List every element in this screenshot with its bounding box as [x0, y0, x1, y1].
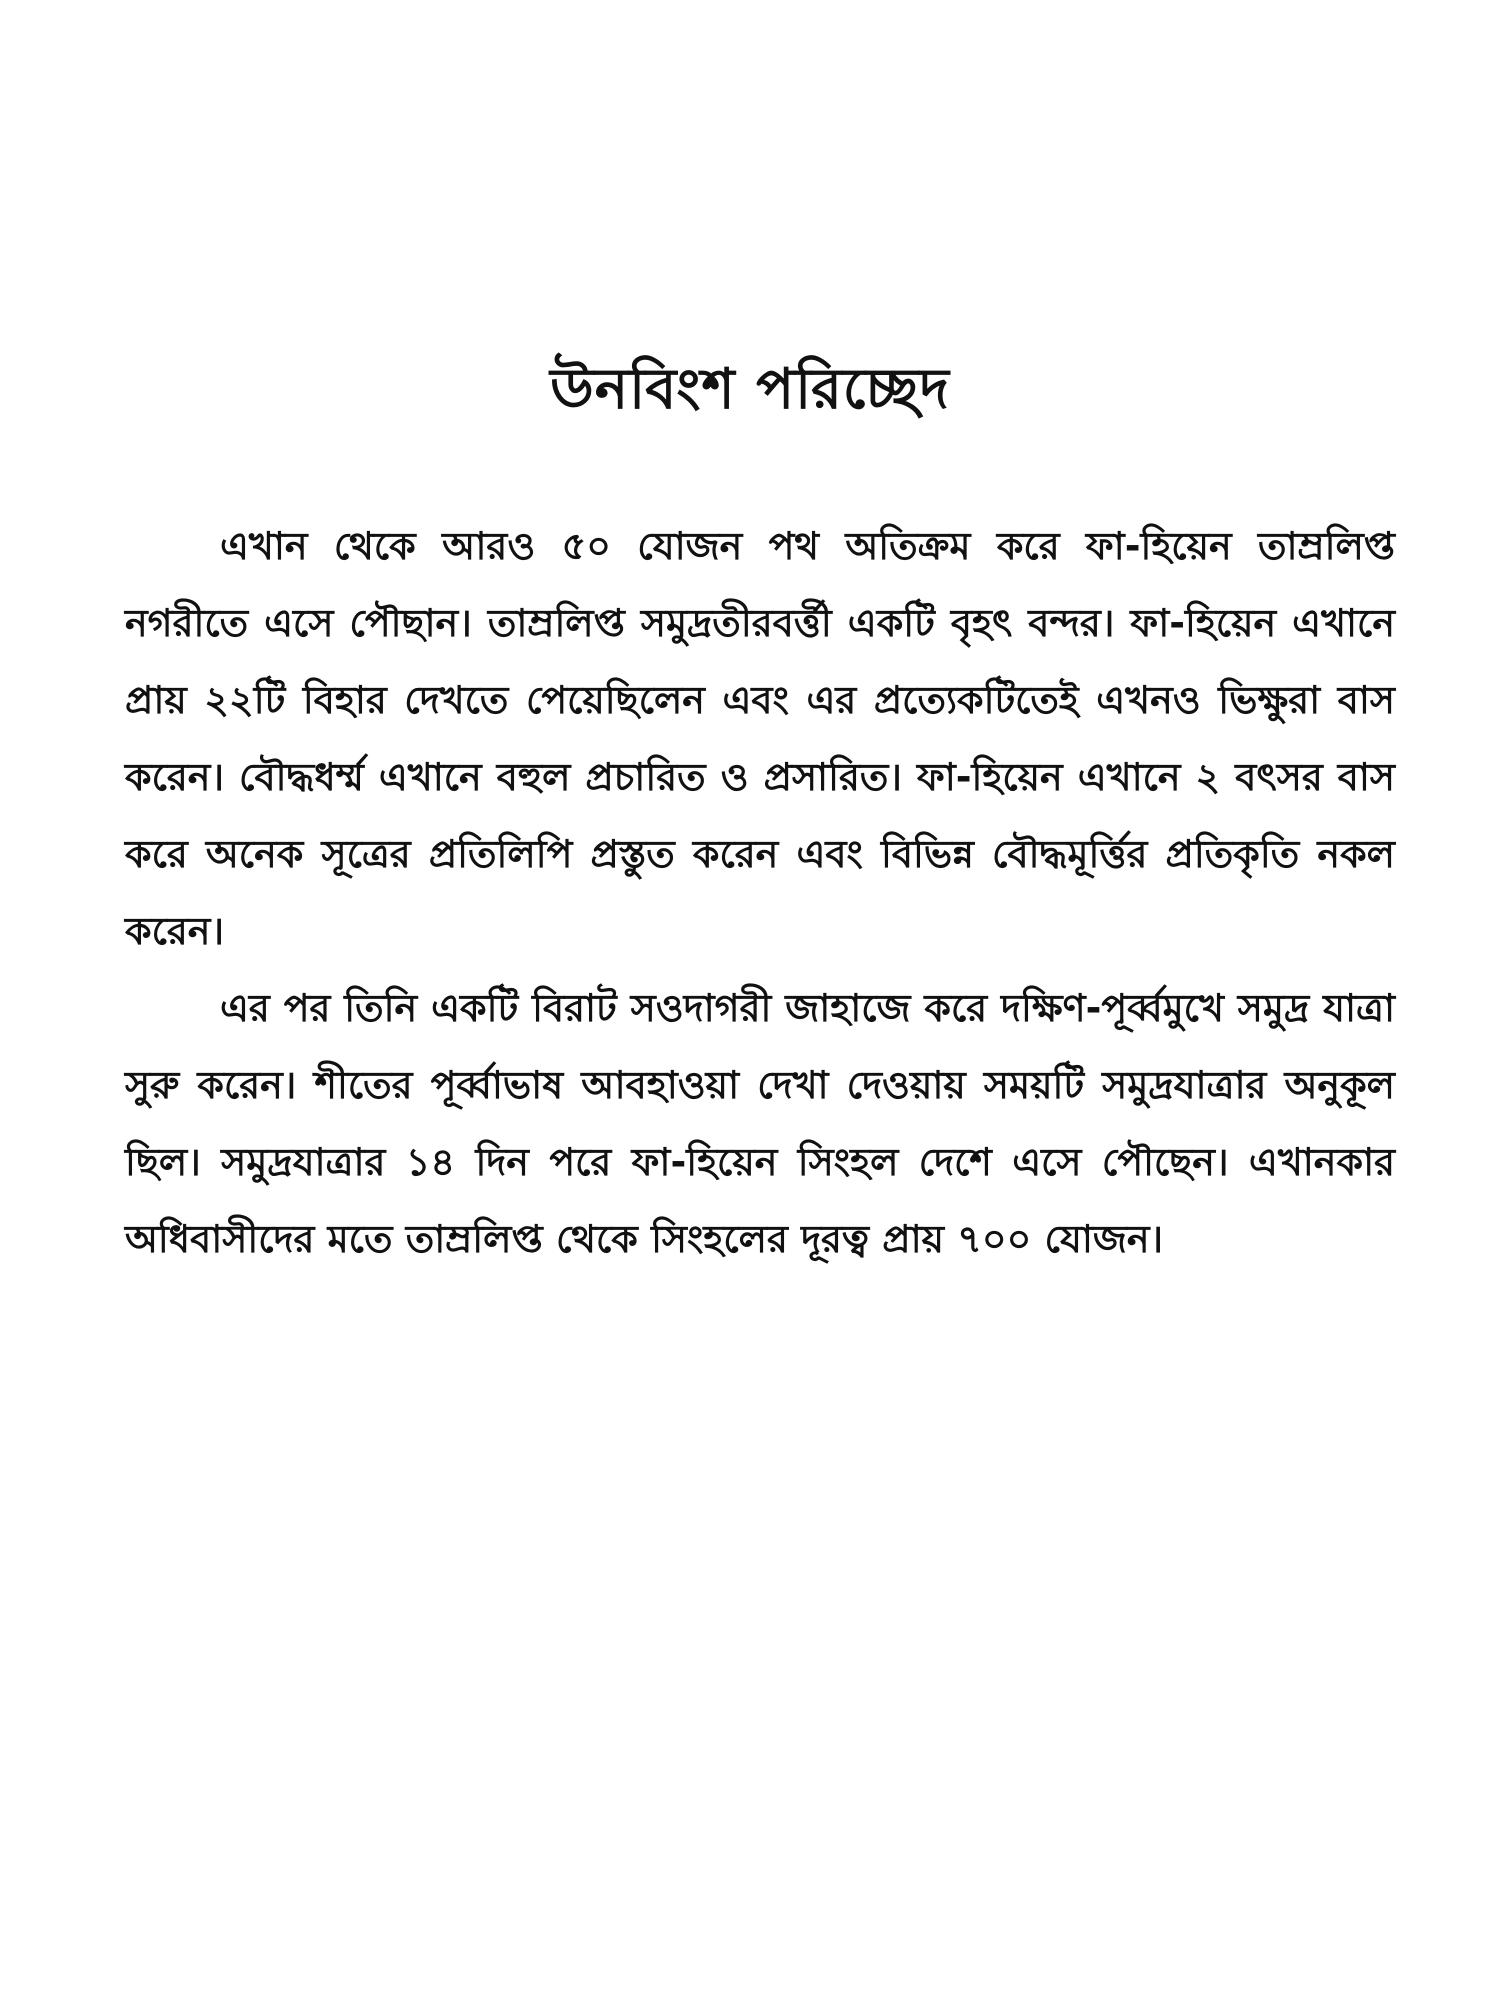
chapter-title: উনবিংশ পরিচ্ছেদ: [550, 357, 950, 422]
paragraph-1: এখান থেকে আরও ৫০ যোজন পথ অতিক্রম করে ফা-হিয়েন তাম্রলিপ্ত নগরীতে এসে পৌছান। তাম্রলিপ্ত সমুদ্রতীরবর্ত্তী একটি বৃহৎ বন্দর। ফা-হিয়েন এখানে প্রায় ২২টি বিহার দেখতে পেয়েছিলেন এবং এর প্রত্যেকটিতেই এখনও ভিক্ষুরা বাস করেন। বৌদ্ধধর্ম্ম এখানে বহুল প্রচারিত ও প্রসারিত। ফা-হিয়েন এখানে ২ বৎসর বাস করে অনেক সূত্রের প্রতিলিপি প্রস্তুত করেন এবং বিভিন্ন বৌদ্ধমূর্ত্তির প্রতিকৃতি নকল করেন।: [125, 524, 1395, 953]
paragraph-2: এর পর তিনি একটি বিরাট সওদাগরী জাহাজে করে দক্ষিণ-পূর্ব্বমুখে সমুদ্র যাত্রা সুরু করেন। শীতের পূর্ব্বাভাষ আবহাওয়া দেখা দেওয়ায় সময়টি সমুদ্রযাত্রার অনুকূল ছিল। সমুদ্রযাত্রার ১৪ দিন পরে ফা-হিয়েন সিংহল দেশে এসে পৌছেন। এখানকার অধিবাসীদের মতে তাম্রলিপ্ত থেকে সিংহলের দূরত্ব প্রায় ৭০০ যোজন।: [125, 986, 1395, 1261]
body-text: [125, 508, 1395, 1278]
